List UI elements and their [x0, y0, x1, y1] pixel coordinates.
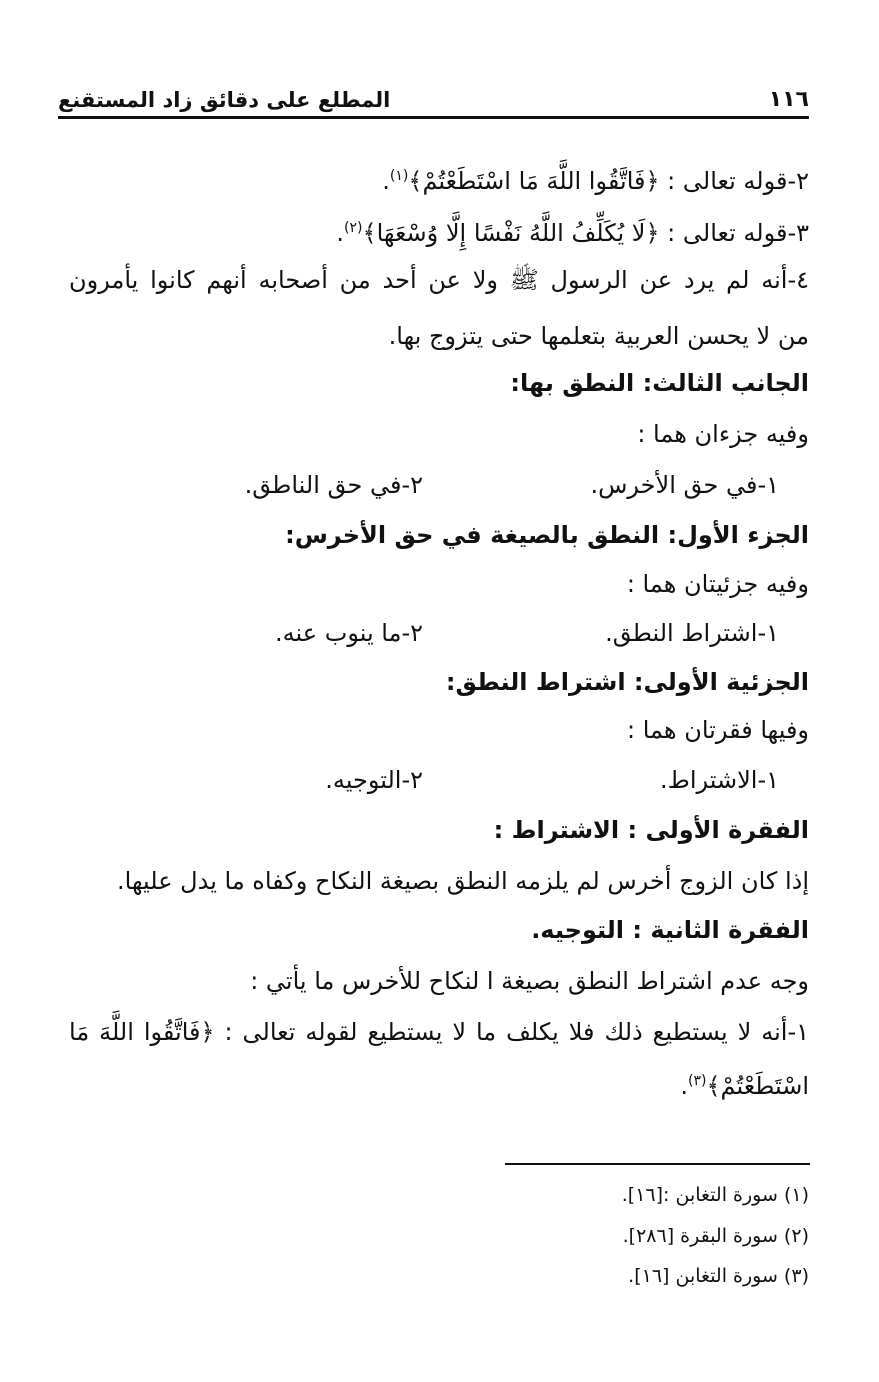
list-item: ٢-ما ينوب عنه. — [275, 619, 423, 647]
evidence-line-2: ٢-قوله تعالى : ﴿فَاتَّقُوا اللَّهَ مَا اسْتَطَعْتُمْ﴾$^{(١)}$. — [382, 167, 809, 195]
paragraph-text: وفيه جزئيتان هما : — [626, 570, 809, 598]
footnote-ref-1: (١) — [389, 168, 409, 184]
footnote-3: (٣) سورة التغابن [١٦]. — [628, 1265, 809, 1287]
footnote-1: (١) سورة التغابن :[١٦]. — [621, 1184, 809, 1206]
paragraph-text: من لا يحسن العربية بتعلمها حتى يتزوج بها. — [388, 322, 809, 350]
evidence-line-4: ٤-أنه لم يرد عن الرسول ﷺ ولا عن أحد من أصحابه أنهم كانوا يأمرون — [69, 266, 809, 294]
paragraph-text: وفيها فقرتان هما : — [627, 716, 809, 744]
footnote-ref-3: (٣) — [687, 1073, 707, 1089]
running-header — [58, 80, 809, 119]
evidence-line-3: ٣-قوله تعالى : ﴿لَا يُكَلِّفُ اللَّهُ نَفْسًا إِلَّا وُسْعَهَا﴾$^{(٢)}$. — [336, 219, 809, 247]
footnote-separator — [505, 1163, 810, 1165]
list-item: ١-الاشتراط. — [660, 766, 779, 794]
list-item: ١-في حق الأخرس. — [590, 471, 779, 499]
list-item: ٢-التوجيه. — [325, 766, 423, 794]
paragraph-text: وفيه جزءان هما : — [637, 420, 809, 448]
paragraph-text: اسْتَطَعْتُمْ﴾$^{(٣)}$. — [680, 1072, 809, 1100]
paragraph-text: ١-أنه لا يستطيع ذلك فلا يكلف ما لا يستطيع لقوله تعالى : ﴿فَاتَّقُوا اللَّهَ مَا — [69, 1018, 809, 1046]
subsection-heading: الجزئية الأولى: اشتراط النطق: — [445, 668, 809, 696]
list-item: ١-اشتراط النطق. — [605, 619, 779, 647]
subsection-heading: الجزء الأول: النطق بالصيغة في حق الأخرس: — [285, 521, 809, 549]
paragraph-text: إذا كان الزوج أخرس لم يلزمه النطق بصيغة النكاح وكفاه ما يدل عليها. — [117, 867, 809, 895]
footnote-ref-2: (٢) — [344, 220, 363, 236]
list-item: ٢-في حق الناطق. — [244, 471, 423, 499]
section-heading: الجانب الثالث: النطق بها: — [510, 369, 809, 397]
paragraph-heading: الفقرة الثانية : التوجيه. — [531, 916, 809, 944]
page-number: ١١٦ — [768, 87, 809, 112]
book-title: المطلع على دقائق زاد المستقنع — [58, 88, 391, 112]
paragraph-heading: الفقرة الأولى : الاشتراط : — [493, 816, 809, 844]
paragraph-text: وجه عدم اشتراط النطق بصيغة ا لنكاح للأخرس ما يأتي : — [250, 967, 809, 995]
footnote-2: (٢) سورة البقرة [٢٨٦]. — [622, 1225, 809, 1247]
